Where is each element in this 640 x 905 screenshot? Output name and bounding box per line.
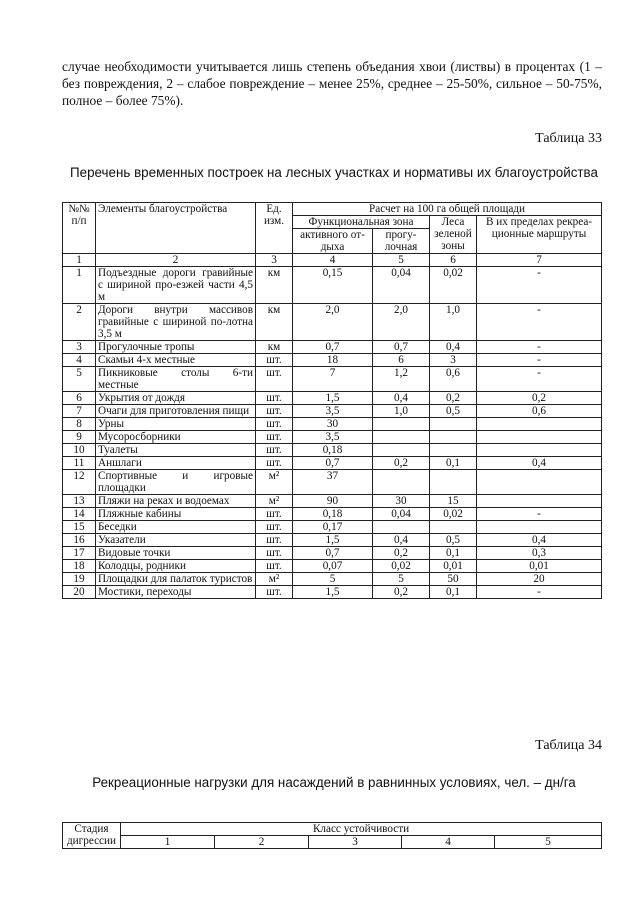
row-routes-value: - — [477, 508, 602, 521]
row-unit: м² — [256, 495, 293, 508]
table-33-body — [63, 203, 602, 599]
row-element-name: Мостики, переходы — [96, 586, 256, 599]
row-number: 5 — [63, 367, 96, 392]
row-routes-value: 0,4 — [477, 457, 602, 470]
row-active-value: 0,18 — [293, 444, 373, 457]
table-row — [63, 444, 602, 457]
row-routes-value: 0,6 — [477, 405, 602, 418]
row-active-value: 2,0 — [293, 304, 373, 341]
row-routes-value: 0,2 — [477, 392, 602, 405]
col-number: 7 — [477, 254, 602, 267]
row-number: 13 — [63, 495, 96, 508]
table-34-title: Рекреационные нагрузки для насаждений в равнинных условиях, чел. – дн/га — [92, 775, 576, 790]
row-green-zone-value: 0,1 — [430, 586, 477, 599]
table-34 — [62, 822, 602, 849]
table-row — [63, 304, 602, 341]
row-routes-value: 0,01 — [477, 560, 602, 573]
row-green-zone-value: 1,0 — [430, 304, 477, 341]
row-unit: шт. — [256, 508, 293, 521]
row-unit: шт. — [256, 367, 293, 392]
row-unit: шт. — [256, 392, 293, 405]
row-unit: м² — [256, 470, 293, 495]
col-number: 4 — [293, 254, 373, 267]
header-active: активного от-дыха — [293, 229, 373, 254]
row-walk-value: 0,02 — [373, 560, 430, 573]
class-number: 5 — [495, 836, 602, 849]
row-walk-value — [373, 418, 430, 431]
row-routes-value: - — [477, 267, 602, 304]
row-element-name: Урны — [96, 418, 256, 431]
row-walk-value — [373, 431, 430, 444]
row-number: 12 — [63, 470, 96, 495]
row-walk-value: 0,2 — [373, 547, 430, 560]
row-green-zone-value: 0,01 — [430, 560, 477, 573]
row-element-name: Укрытия от дождя — [96, 392, 256, 405]
row-walk-value: 6 — [373, 354, 430, 367]
row-element-name: Мусоросборники — [96, 431, 256, 444]
row-routes-value: - — [477, 341, 602, 354]
table-row — [63, 354, 602, 367]
header-routes: В их пределах рекреа-ционные маршруты — [477, 216, 602, 254]
col-number: 1 — [63, 254, 96, 267]
table-33-label: Таблица 33 — [535, 131, 602, 146]
row-routes-value: - — [477, 304, 602, 341]
header-num: №№ п/п — [63, 203, 96, 254]
row-active-value: 5 — [293, 573, 373, 586]
row-green-zone-value — [430, 431, 477, 444]
row-routes-value — [477, 521, 602, 534]
row-green-zone-value — [430, 444, 477, 457]
row-active-value: 0,7 — [293, 457, 373, 470]
row-number: 6 — [63, 392, 96, 405]
row-green-zone-value: 0,1 — [430, 547, 477, 560]
row-element-name: Дороги внутри массивов гравийные с шириной по-лотна 3,5 м — [96, 304, 256, 341]
table-row — [63, 392, 602, 405]
header-stability-class: Класс устойчивости — [121, 823, 602, 836]
row-number: 14 — [63, 508, 96, 521]
row-walk-value: 0,7 — [373, 341, 430, 354]
row-active-value: 1,5 — [293, 392, 373, 405]
row-number: 10 — [63, 444, 96, 457]
row-routes-value — [477, 444, 602, 457]
class-number: 2 — [215, 836, 309, 849]
header-green-zone: Леса зеленой зоны — [430, 216, 477, 254]
row-routes-value: 20 — [477, 573, 602, 586]
row-green-zone-value: 0,5 — [430, 405, 477, 418]
row-active-value: 18 — [293, 354, 373, 367]
row-element-name: Пляжные кабины — [96, 508, 256, 521]
header-unit: Ед. изм. — [256, 203, 293, 254]
row-element-name: Пикниковые столы 6-ти местные — [96, 367, 256, 392]
row-walk-value: 2,0 — [373, 304, 430, 341]
row-element-name: Указатели — [96, 534, 256, 547]
table-row — [63, 573, 602, 586]
row-unit: шт. — [256, 547, 293, 560]
table-33-title: Перечень временных построек на лесных участках и нормативы их благоустройства — [70, 165, 598, 180]
row-unit: шт. — [256, 560, 293, 573]
row-walk-value: 0,2 — [373, 586, 430, 599]
row-number: 20 — [63, 586, 96, 599]
row-routes-value: 0,3 — [477, 547, 602, 560]
row-unit: шт. — [256, 534, 293, 547]
row-routes-value — [477, 470, 602, 495]
class-number: 3 — [309, 836, 402, 849]
table-row — [63, 470, 602, 495]
row-walk-value: 30 — [373, 495, 430, 508]
row-green-zone-value — [430, 470, 477, 495]
table-33 — [62, 202, 602, 599]
header-elements: Элементы благоустройства — [96, 203, 256, 254]
row-unit: км — [256, 267, 293, 304]
row-routes-value: - — [477, 354, 602, 367]
col-number: 3 — [256, 254, 293, 267]
row-green-zone-value: 15 — [430, 495, 477, 508]
row-green-zone-value: 3 — [430, 354, 477, 367]
row-green-zone-value — [430, 418, 477, 431]
table-row — [63, 586, 602, 599]
row-green-zone-value: 0,5 — [430, 534, 477, 547]
class-number: 4 — [402, 836, 495, 849]
row-unit: шт. — [256, 457, 293, 470]
row-element-name: Аншлаги — [96, 457, 256, 470]
row-routes-value: - — [477, 367, 602, 392]
table-34-label: Таблица 34 — [535, 738, 602, 753]
row-number: 17 — [63, 547, 96, 560]
class-number: 1 — [121, 836, 215, 849]
row-green-zone-value: 0,02 — [430, 267, 477, 304]
row-unit: шт. — [256, 405, 293, 418]
row-element-name: Подъездные дороги гравийные с шириной про-езжей части 4,5 м — [96, 267, 256, 304]
row-unit: шт. — [256, 521, 293, 534]
row-active-value: 37 — [293, 470, 373, 495]
table-row — [63, 367, 602, 392]
row-element-name: Площадки для палаток туристов — [96, 573, 256, 586]
row-walk-value: 5 — [373, 573, 430, 586]
row-active-value: 0,7 — [293, 341, 373, 354]
row-walk-value: 0,4 — [373, 534, 430, 547]
table-row — [63, 431, 602, 444]
row-unit: м² — [256, 573, 293, 586]
row-number: 8 — [63, 418, 96, 431]
table-row — [63, 418, 602, 431]
table-row — [63, 508, 602, 521]
table-row — [63, 267, 602, 304]
row-element-name: Пляжи на реках и водоемах — [96, 495, 256, 508]
intro-paragraph: случае необходимости учитывается лишь степень объедания хвои (листвы) в процентах (1 – без повреждения, 2 – слабое повреждение – менее 25%, среднее – 25-50%, сильное – 50-75%, полное – более 75%). — [62, 59, 602, 108]
row-walk-value — [373, 444, 430, 457]
col-number: 5 — [373, 254, 430, 267]
col-number: 6 — [430, 254, 477, 267]
row-number: 3 — [63, 341, 96, 354]
row-walk-value — [373, 470, 430, 495]
row-number: 9 — [63, 431, 96, 444]
row-number: 2 — [63, 304, 96, 341]
row-unit: шт. — [256, 586, 293, 599]
row-routes-value: - — [477, 586, 602, 599]
row-green-zone-value: 50 — [430, 573, 477, 586]
row-routes-value — [477, 431, 602, 444]
table-row — [63, 457, 602, 470]
row-unit: шт. — [256, 418, 293, 431]
header-functional-zone: Функциональная зона — [293, 216, 430, 229]
row-number: 18 — [63, 560, 96, 573]
row-unit: км — [256, 304, 293, 341]
row-active-value: 0,17 — [293, 521, 373, 534]
row-unit: шт. — [256, 354, 293, 367]
row-green-zone-value: 0,4 — [430, 341, 477, 354]
row-green-zone-value — [430, 521, 477, 534]
row-walk-value: 0,04 — [373, 267, 430, 304]
table-row — [63, 560, 602, 573]
row-number: 4 — [63, 354, 96, 367]
row-active-value: 3,5 — [293, 405, 373, 418]
row-element-name: Беседки — [96, 521, 256, 534]
row-active-value: 0,15 — [293, 267, 373, 304]
row-number: 1 — [63, 267, 96, 304]
col-number: 2 — [96, 254, 256, 267]
row-element-name: Колодцы, родники — [96, 560, 256, 573]
header-stage: Стадия дигрессии — [63, 823, 121, 849]
table-row — [63, 547, 602, 560]
row-unit: шт. — [256, 444, 293, 457]
row-element-name: Спортивные и игровые площадки — [96, 470, 256, 495]
row-active-value: 0,07 — [293, 560, 373, 573]
table-row — [63, 495, 602, 508]
row-active-value: 3,5 — [293, 431, 373, 444]
row-element-name: Видовые точки — [96, 547, 256, 560]
row-unit: км — [256, 341, 293, 354]
row-number: 7 — [63, 405, 96, 418]
row-walk-value: 1,2 — [373, 367, 430, 392]
row-green-zone-value: 0,6 — [430, 367, 477, 392]
row-number: 16 — [63, 534, 96, 547]
row-element-name: Скамьи 4-х местные — [96, 354, 256, 367]
table-row — [63, 534, 602, 547]
header-calc: Расчет на 100 га общей площади — [293, 203, 602, 216]
row-active-value: 1,5 — [293, 534, 373, 547]
row-element-name: Прогулочные тропы — [96, 341, 256, 354]
row-number: 19 — [63, 573, 96, 586]
row-number: 15 — [63, 521, 96, 534]
row-routes-value — [477, 418, 602, 431]
row-active-value: 0,18 — [293, 508, 373, 521]
row-routes-value: 0,4 — [477, 534, 602, 547]
row-green-zone-value: 0,02 — [430, 508, 477, 521]
row-green-zone-value: 0,1 — [430, 457, 477, 470]
row-walk-value — [373, 521, 430, 534]
row-walk-value: 0,04 — [373, 508, 430, 521]
row-walk-value: 0,2 — [373, 457, 430, 470]
row-element-name: Туалеты — [96, 444, 256, 457]
header-walk: прогу-лочная — [373, 229, 430, 254]
table-row — [63, 405, 602, 418]
table-row — [63, 521, 602, 534]
row-active-value: 0,7 — [293, 547, 373, 560]
row-element-name: Очаги для приготовления пищи — [96, 405, 256, 418]
table-row — [63, 341, 602, 354]
row-walk-value: 0,4 — [373, 392, 430, 405]
row-active-value: 30 — [293, 418, 373, 431]
row-green-zone-value: 0,2 — [430, 392, 477, 405]
row-number: 11 — [63, 457, 96, 470]
row-unit: шт. — [256, 431, 293, 444]
row-active-value: 1,5 — [293, 586, 373, 599]
row-active-value: 90 — [293, 495, 373, 508]
row-active-value: 7 — [293, 367, 373, 392]
row-walk-value: 1,0 — [373, 405, 430, 418]
row-routes-value — [477, 495, 602, 508]
